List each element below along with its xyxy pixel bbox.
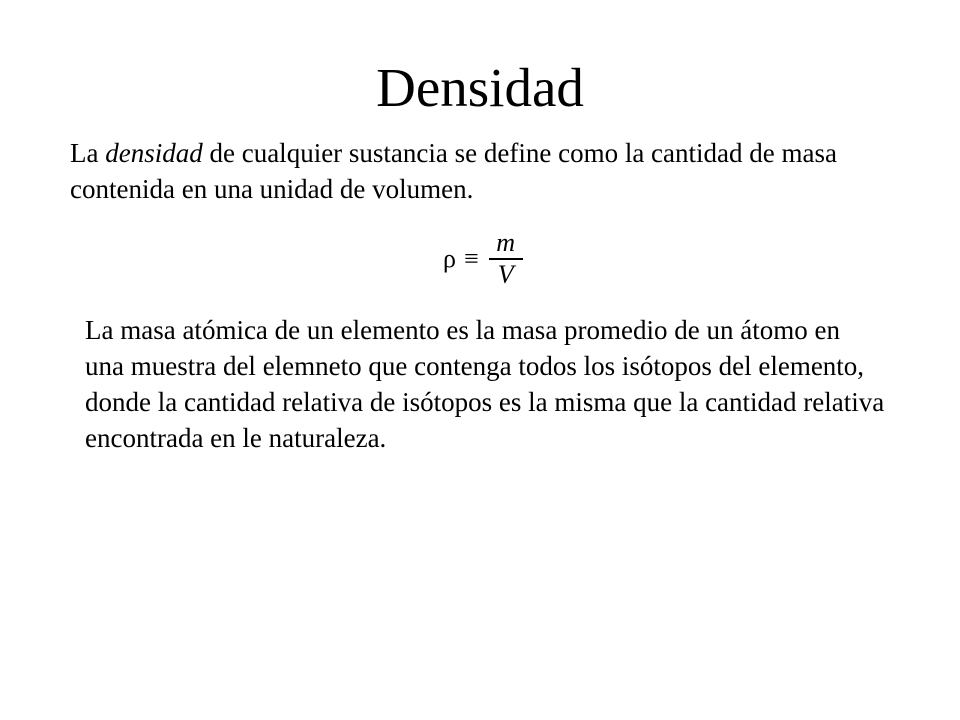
definition-suffix: de cualquier sustancia se define como la cantidad de masa contenida en una unidad de volumen. bbox=[70, 138, 837, 204]
slide-title: Densidad bbox=[376, 57, 584, 118]
formula-denominator: V bbox=[497, 259, 514, 289]
formula-equiv-operator: ≡ bbox=[463, 244, 479, 273]
definition-term: densidad bbox=[105, 138, 203, 168]
density-definition bbox=[70, 135, 890, 207]
formula-fraction bbox=[489, 229, 523, 289]
atomic-mass-paragraph: La masa atómica de un elemento es la masa promedio de un átomo en una muestra del elemneto que contenga todos los isótopos del elemento, donde la cantidad relativa de isótopos es la misma que la cantidad relativa encontrada en le naturaleza. bbox=[85, 315, 885, 453]
definition-prefix: La bbox=[70, 138, 106, 168]
formula-rho: ρ bbox=[443, 244, 456, 273]
density-formula bbox=[443, 228, 523, 290]
formula-numerator: m bbox=[496, 228, 516, 258]
